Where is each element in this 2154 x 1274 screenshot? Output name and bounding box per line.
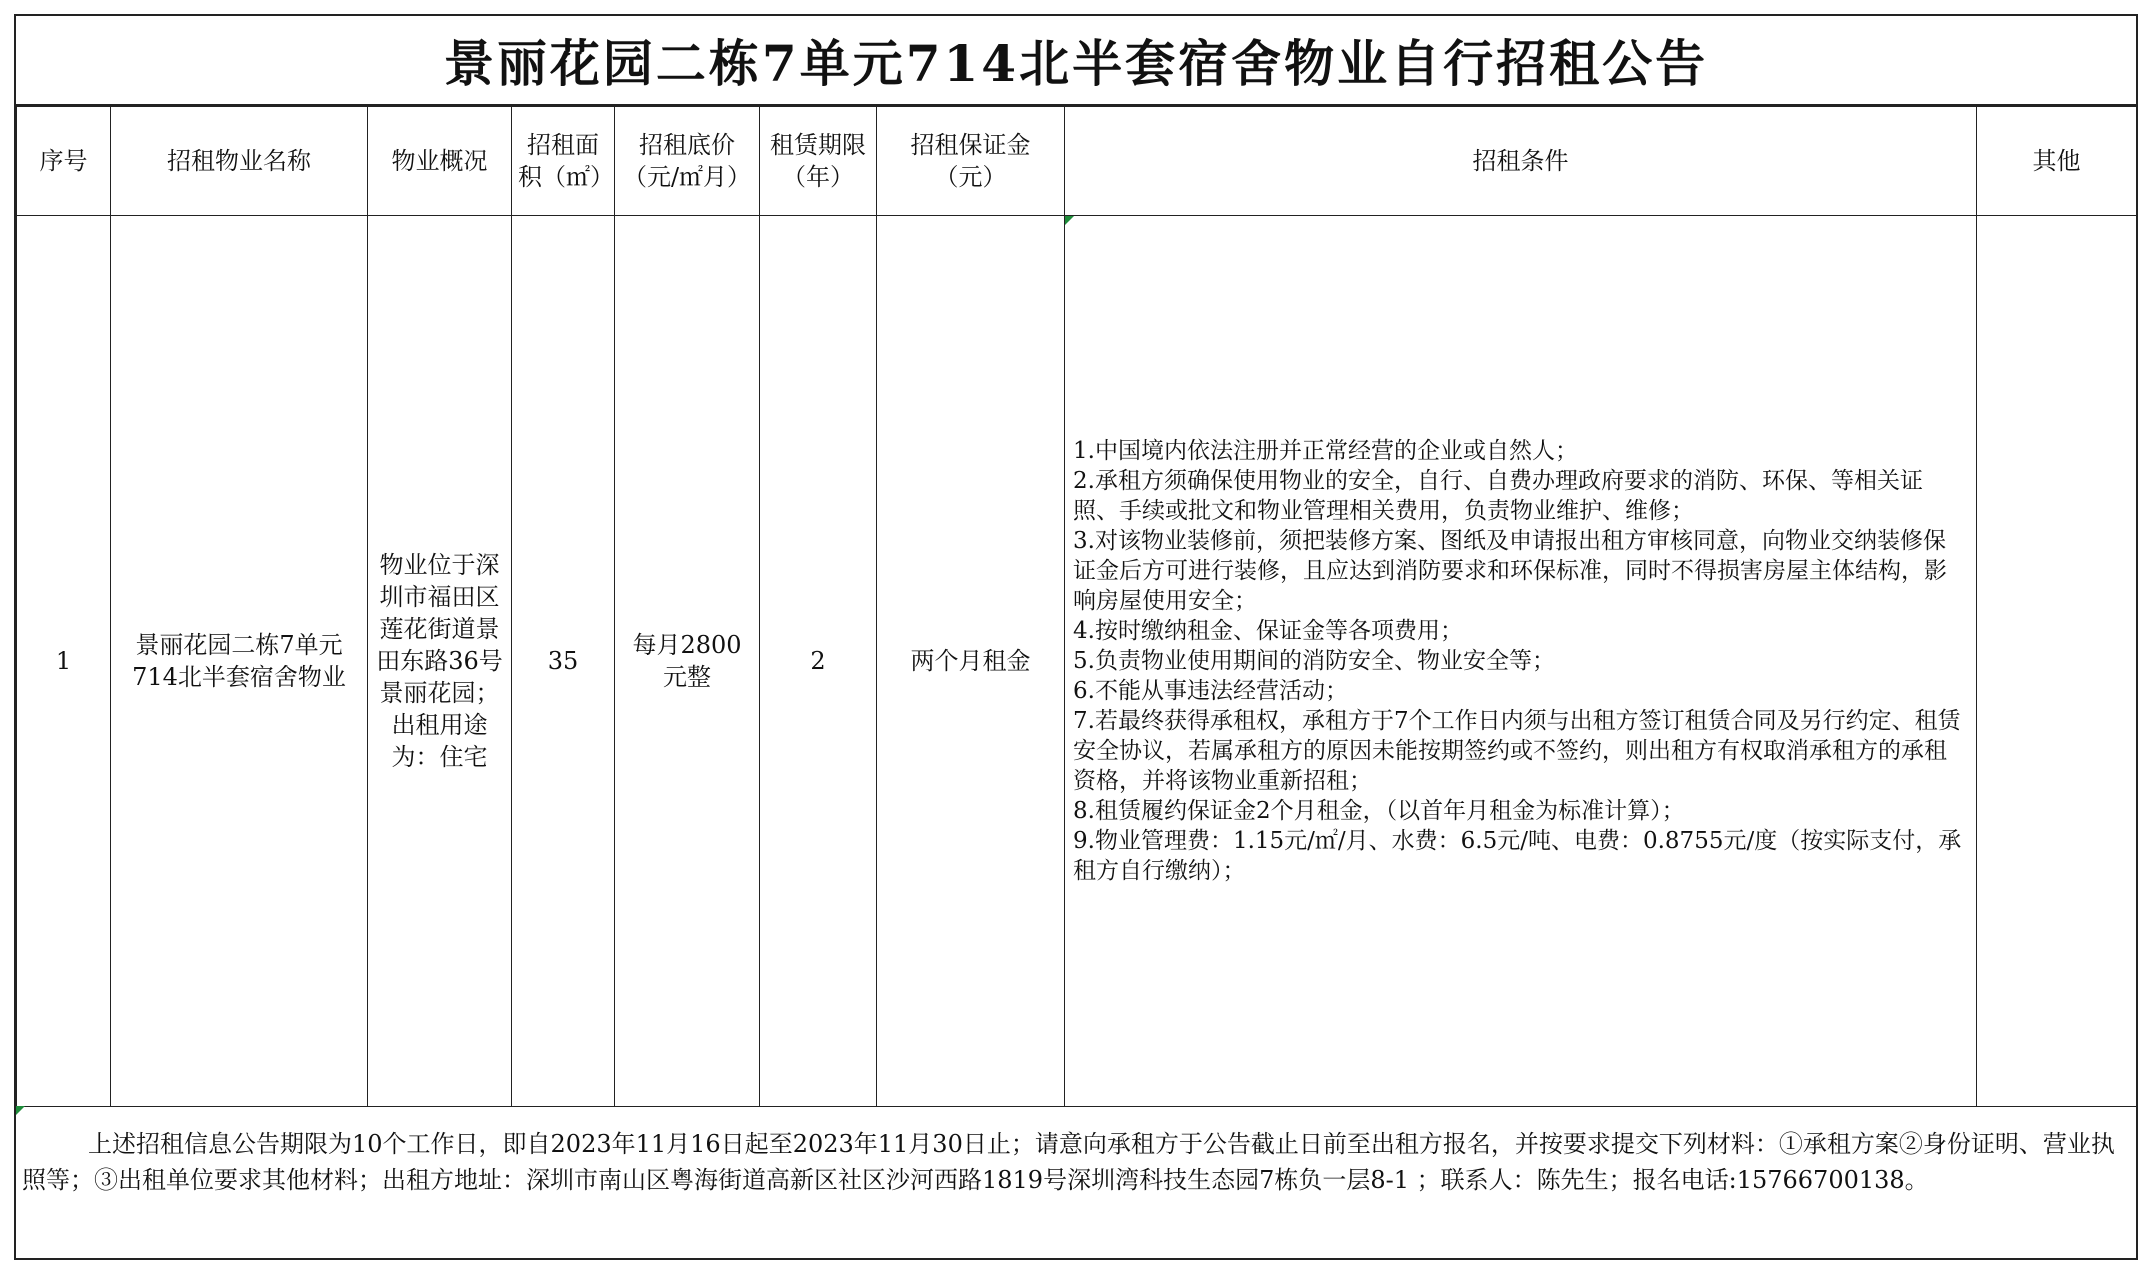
header-overview: 物业概况 (368, 107, 512, 216)
condition-item: 7.若最终获得承租权，承租方于7个工作日内须与出租方签订租赁合同及另行约定、租赁安全协议，若属承租方的原因未能按期签约或不签约，则出租方有权取消承租方的承租资格，并将该物业重新招租； (1073, 708, 1961, 794)
cell-other (1977, 216, 2137, 1107)
footer-note (16, 1106, 2136, 1260)
header-row (17, 107, 2137, 216)
header-name: 招租物业名称 (111, 107, 368, 216)
cell-term: 2 (760, 216, 877, 1107)
cell-index: 1 (17, 216, 111, 1107)
title-row (16, 16, 2136, 106)
rental-table (16, 106, 2137, 1107)
cell-area: 35 (512, 216, 615, 1107)
table-row (17, 216, 2137, 1107)
header-other: 其他 (1977, 107, 2137, 216)
condition-item: 3.对该物业装修前，须把装修方案、图纸及申请报出租方审核同意，向物业交纳装修保证金后方可进行装修，且应达到消防要求和环保标准，同时不得损害房屋主体结构，影响房屋使用安全； (1073, 528, 1947, 614)
cell-overview: 物业位于深圳市福田区莲花街道景田东路36号景丽花园；出租用途为：住宅 (368, 216, 512, 1107)
cell-price: 每月2800元整 (615, 216, 760, 1107)
cell-deposit: 两个月租金 (877, 216, 1065, 1107)
header-deposit: 招租保证金（元） (877, 107, 1065, 216)
header-index: 序号 (17, 107, 111, 216)
condition-item: 8.租赁履约保证金2个月租金，（以首年月租金为标准计算）； (1073, 798, 1685, 824)
condition-item: 9.物业管理费：1.15元/㎡/月、水费：6.5元/吨、电费：0.8755元/度（按实际支付，承租方自行缴纳）； (1073, 828, 1962, 884)
cell-name: 景丽花园二栋7单元714北半套宿舍物业 (111, 216, 368, 1107)
header-term: 租赁期限（年） (760, 107, 877, 216)
condition-item: 4.按时缴纳租金、保证金等各项费用； (1073, 618, 1463, 644)
header-price: 招租底价（元/㎡月） (615, 107, 760, 216)
header-area: 招租面积（㎡） (512, 107, 615, 216)
condition-item: 2.承租方须确保使用物业的安全，自行、自费办理政府要求的消防、环保、等相关证照、手续或批文和物业管理相关费用，负责物业维护、维修； (1073, 468, 1923, 524)
announcement-sheet (14, 14, 2138, 1260)
condition-item: 6.不能从事违法经营活动； (1073, 678, 1348, 704)
condition-item: 5.负责物业使用期间的消防安全、物业安全等； (1073, 648, 1555, 674)
header-conditions: 招租条件 (1065, 107, 1977, 216)
footer-text: 上述招租信息公告期限为10个工作日，即自2023年11月16日起至2023年11月30日止；请意向承租方于公告截止日前至出租方报名，并按要求提交下列材料：①承租方案②身份证明、营业执照等；③出租单位要求其他材料；出租方地址：深圳市南山区粤海街道高新区社区沙河西路1819号深圳湾科技生态园7栋负一层8-1 ；联系人：陈先生；报名电话:15766700138。 (22, 1130, 2115, 1194)
cell-conditions (1065, 216, 1977, 1107)
condition-item: 1.中国境内依法注册并正常经营的企业或自然人； (1073, 438, 1578, 464)
page-title: 景丽花园二栋7单元714北半套宿舍物业自行招租公告 (443, 34, 1709, 93)
